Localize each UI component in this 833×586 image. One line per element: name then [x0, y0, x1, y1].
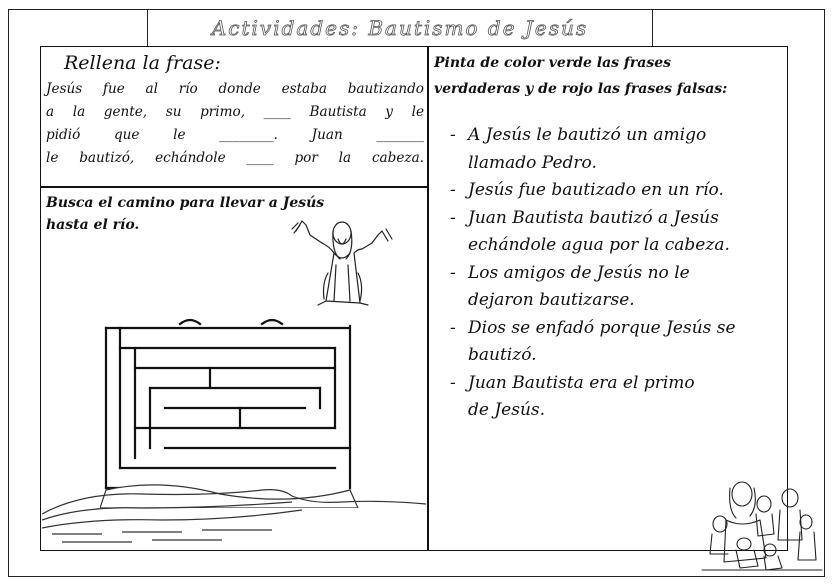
- fill-in-paragraph: [46, 78, 424, 170]
- maze-instruction: [46, 192, 324, 236]
- statement-line: Juan Bautista bautizó a Jesús: [468, 207, 719, 228]
- true-false-instruction: [434, 50, 780, 102]
- true-false-instruction-line: Pinta de color verde las frases: [434, 55, 672, 71]
- maze-illustration: [100, 318, 360, 508]
- statement-line: de Jesús.: [468, 400, 546, 420]
- true-false-instruction-line: verdaderas y de rojo las frases falsas:: [434, 81, 728, 97]
- statement-line: A Jesús le bautizó un amigo: [468, 125, 707, 145]
- dash-bullet: -: [450, 125, 456, 145]
- title-box: [147, 9, 653, 46]
- fill-in-heading: Rellena la frase:: [64, 52, 221, 74]
- statement-line: llamado Pedro.: [468, 152, 597, 173]
- fill-in-line: Jesús fue al río donde estaba bautizando: [46, 81, 424, 97]
- dash-bullet: -: [450, 180, 456, 200]
- jesus-figure-illustration: [288, 213, 398, 308]
- fill-in-line: pidió que le ________. Juan _______: [46, 127, 424, 143]
- fill-in-line: le bautizó, echándole ____ por la cabeza.: [46, 150, 424, 166]
- statement-line: Los amigos de Jesús no le: [468, 262, 690, 283]
- dash-bullet: -: [450, 372, 456, 393]
- maze-instruction-line: Busca el camino para llevar a Jesús: [46, 195, 325, 211]
- dash-bullet: -: [450, 262, 456, 283]
- statement-item[interactable]: [450, 370, 782, 425]
- statement-item[interactable]: [450, 205, 782, 260]
- statement-list: [450, 122, 782, 425]
- row-divider: [40, 186, 428, 188]
- statement-item[interactable]: [450, 177, 782, 205]
- statement-item[interactable]: [450, 315, 782, 370]
- jesus-with-children-illustration: [700, 470, 824, 574]
- statement-item[interactable]: [450, 122, 782, 177]
- column-divider: [427, 46, 429, 551]
- maze-instruction-line: hasta el río.: [46, 217, 140, 233]
- statement-line: dejaron bautizarse.: [468, 290, 635, 310]
- statement-line: bautizó.: [468, 345, 537, 365]
- statement-line: Dios se enfadó porque Jesús se: [468, 317, 736, 338]
- statement-item[interactable]: [450, 260, 782, 315]
- page-title: Actividades: Bautismo de Jesús: [211, 15, 589, 40]
- statement-line: echándole agua por la cabeza.: [468, 235, 730, 255]
- dash-bullet: -: [450, 207, 456, 228]
- fill-in-line: a la gente, su primo, ____ Bautista y le: [46, 104, 424, 120]
- statement-line: Juan Bautista era el primo: [468, 372, 695, 393]
- statement-line: Jesús fue bautizado en un río.: [468, 180, 724, 200]
- river-illustration: [42, 484, 426, 550]
- dash-bullet: -: [450, 317, 456, 338]
